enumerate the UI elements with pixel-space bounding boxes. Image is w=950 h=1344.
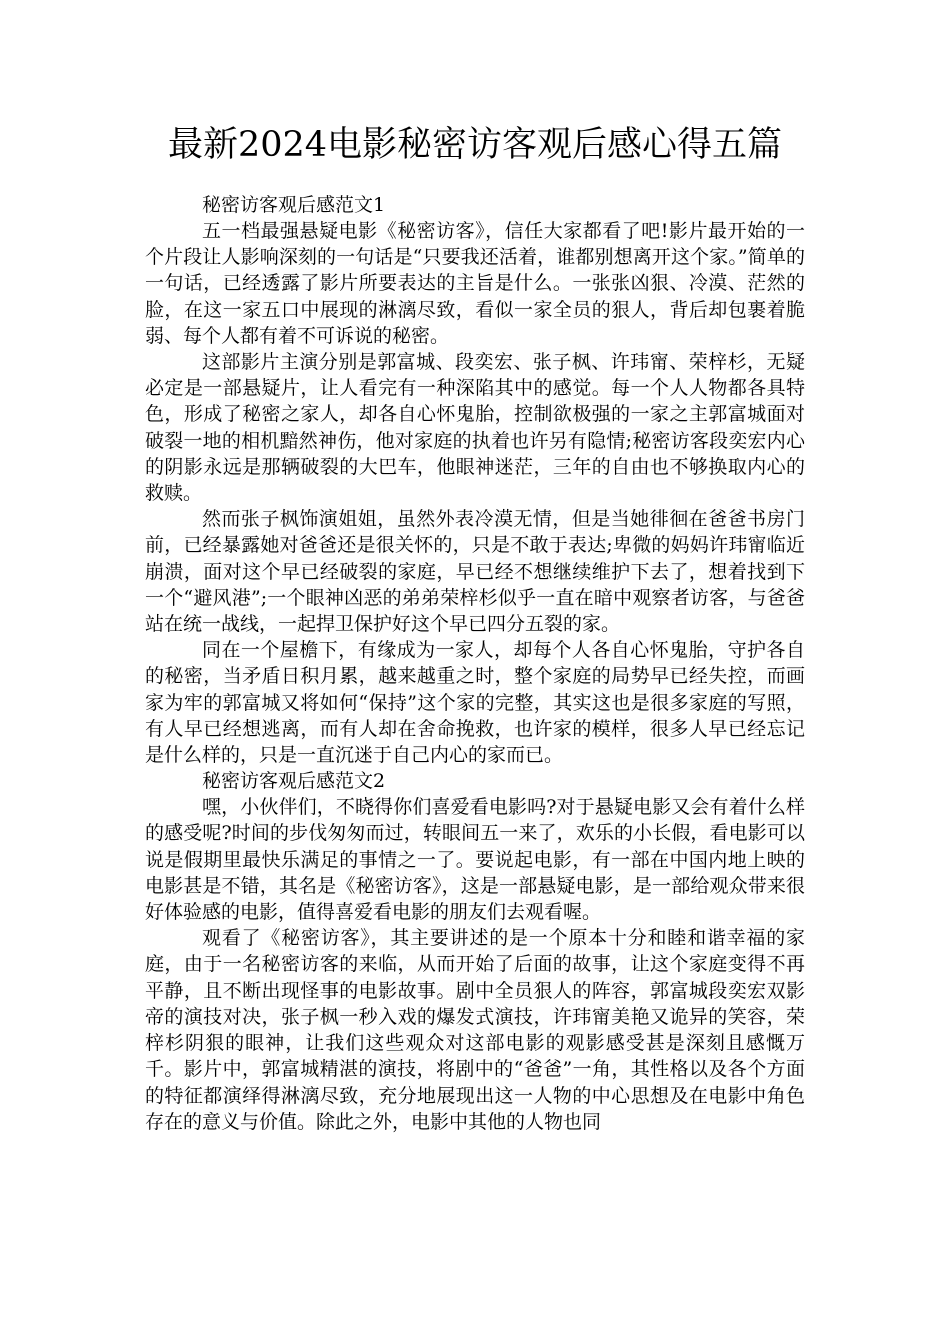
paragraph: 五一档最强悬疑电影《秘密访客》，信任大家都看了吧!影片最开始的一个片段让人影响深刻的一句话是“只要我还活着，谁都别想离开这个家。”简单的一句话，已经透露了影片所要表达的主旨是什么。一张张凶狠、冷漠、茫然的脸，在这一家五口中展现的淋漓尽致，看似一家全员的狠人，背后却包裹着脆弱、每个人都有着不可诉说的秘密。	[145, 220, 805, 347]
paragraph: 观看了《秘密访客》，其主要讲述的是一个原本十分和睦和谐幸福的家庭，由于一名秘密访客的来临，从而开始了后面的故事，让这个家庭变得不再平静，且不断出现怪事的电影故事。剧中全员狠人的阵容，郭富城段奕宏双影帝的演技对决，张子枫一秒入戏的爆发式演技，许玮甯美艳又诡异的笑容，荣梓杉阴狠的眼神，让我们这些观众对这部电影的观影感受甚是深刻且感慨万千。影片中，郭富城精湛的演技，将剧中的“爸爸”一角，其性格以及各个方面的特征都演绎得淋漓尽致，充分地展现出这一人物的中心思想及在电影中角色存在的意义与价值。除此之外，电影中其他的人物也同	[145, 927, 805, 1133]
document-page	[145, 120, 805, 1135]
section-heading: 秘密访客观后感范文1	[202, 194, 386, 216]
paragraph: 然而张子枫饰演姐姐，虽然外表冷漠无情，但是当她徘徊在爸爸书房门前，已经暴露她对爸爸还是很关怀的，只是不敢于表达;卑微的妈妈许玮甯临近崩溃，面对这个早已经破裂的家庭，早已经不想继续维护下去了，想着找到下一个“避风港”;一个眼神凶恶的弟弟荣梓杉似乎一直在暗中观察者访客，与爸爸站在统一战线，一起捍卫保护好这个早已四分五裂的家。	[145, 508, 805, 636]
section-heading: 秘密访客观后感范文2	[202, 770, 386, 793]
section-2	[145, 768, 805, 1135]
paragraph: 嘿，小伙伴们，不晓得你们喜爱看电影吗?对于悬疑电影又会有着什么样的感受呢?时间的步伐匆匆而过，转眼间五一来了，欢乐的小长假，看电影可以说是假期里最快乐满足的事情之一了。要说起电影，有一部在中国内地上映的电影甚是不错，其名是《秘密访客》，这是一部悬疑电影，是一部给观众带来很好体验感的电影，值得喜爱看电影的朋友们去观看喔。	[145, 796, 805, 924]
paragraph: 这部影片主演分别是郭富城、段奕宏、张子枫、许玮甯、荣梓杉，无疑必定是一部悬疑片，让人看完有一种深陷其中的感觉。每一个人人物都各具特色，形成了秘密之家人，却各自心怀鬼胎，控制欲极强的一家之主郭富城面对破裂一地的相机黯然神伤，他对家庭的执着也许另有隐情;秘密访客段奕宏内心的阴影永远是那辆破裂的大巴车，他眼神迷茫，三年的自由也不够换取内心的救赎。	[145, 351, 805, 505]
document-title: 最新2024电影秘密访客观后感心得五篇	[167, 125, 783, 165]
paragraph: 同在一个屋檐下，有缘成为一家人，却每个人各自心怀鬼胎，守护各自的秘密，当矛盾日积月累，越来越重之时，整个家庭的局势早已经失控，而画家为牢的郭富城又将如何“保持”这个家的完整，其实这也是很多家庭的写照，有人早已经想逃离，而有人却在舍命挽救，也许家的模样，很多人早已经忘记是什么样的，只是一直沉迷于自己内心的家而已。	[145, 639, 805, 767]
section-1	[145, 192, 805, 768]
